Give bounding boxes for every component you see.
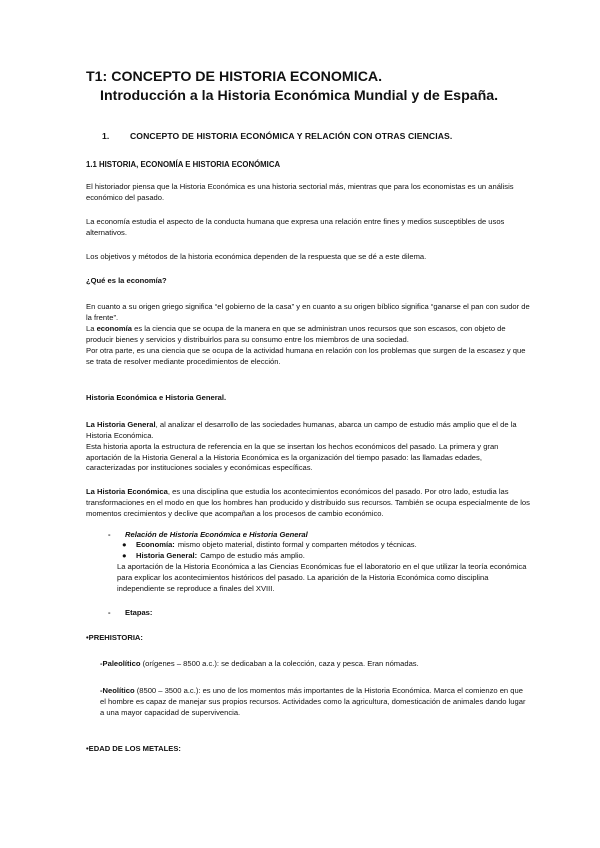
paragraph-objetivos: Los objetivos y métodos de la historia económica dependen de la respuesta que se dé a este dilema. xyxy=(86,251,427,261)
list-item-relacion xyxy=(108,530,530,539)
bullet-economia xyxy=(122,540,530,551)
term-economia: economía xyxy=(96,324,133,334)
bullet-economia-text: mismo objeto material, distinto formal y comparten métodos y técnicas. xyxy=(177,540,417,550)
section-1-heading xyxy=(102,131,530,141)
paragraph-historia-general xyxy=(86,420,530,442)
section-1-number: 1. xyxy=(102,131,110,141)
paragraph-economia-estudia: La economía estudia el aspecto de la conducta humana que expresa una relación entre fines y medios susceptibles de usos alternativos. xyxy=(86,216,505,237)
bullet-historia-general-text: Campo de estudio más amplio. xyxy=(200,550,305,560)
bullet-historia-general xyxy=(122,551,530,562)
relacion-bullets xyxy=(122,540,530,562)
paragraph-por-otra-parte: Por otra parte, es una ciencia que se ocupa de la actividad humana en relación con los problemas que surgen de la escasez y que se trata de resolver mediante procedimientos de elección. xyxy=(86,346,526,366)
heading-historia-economica-general: Historia Económica e Historia General. xyxy=(86,392,227,402)
paragraph-historia-economica xyxy=(86,487,530,520)
subsection-1-1-heading: 1.1 HISTORIA, ECONOMÍA E HISTORIA ECONÓMICA xyxy=(86,160,281,169)
text-neolitico: (8500 – 3500 a.c.): es uno de los momentos más importantes de la Historia Económica. Marca el comienzo en que el hombre es capaz de manejar sus propios recursos. Actividades como la agricultura, domesticación de animales dando lugar a una mayor capacidad de supervivencia. xyxy=(100,686,526,718)
etapas-label: Etapas: xyxy=(125,607,153,617)
relacion-label: Relación de Historia Económica e Historia General xyxy=(125,530,308,540)
term-historia-general: La Historia General xyxy=(86,419,156,429)
term-historia-economica: La Historia Económica xyxy=(86,487,168,497)
section-1-title: CONCEPTO DE HISTORIA ECONÓMICA Y RELACIÓN CON OTRAS CIENCIAS. xyxy=(130,131,453,141)
term-paleolitico: -Paleolítico xyxy=(100,659,141,669)
term-neolitico: -Neolítico xyxy=(100,686,135,696)
paragraph-paleolitico xyxy=(100,659,530,670)
paragraph-origen-griego: En cuanto a su origen griego significa “el gobierno de la casa” y en cuanto a su origen bíblico significa “ganarse el pan con sudor de la frente”. xyxy=(86,302,530,323)
text-economia-def: es la ciencia que se ocupa de la manera en que se administran unos recursos que son escasos, con objeto de producir bienes y servicios y distribuirlos para su consumo entre los miembros de una sociedad. xyxy=(86,324,506,345)
bullet-historia-general-key: Historia General: xyxy=(136,550,198,560)
list-item-etapas xyxy=(108,608,530,617)
document-title-line1: T1: CONCEPTO DE HISTORIA ECONOMICA. xyxy=(86,69,383,85)
text-la: La xyxy=(86,324,97,334)
document-title-line2: Introducción a la Historia Económica Mundial y de España. xyxy=(100,88,499,104)
dash-marker: - xyxy=(108,607,111,617)
paragraph-economia-definicion xyxy=(86,324,530,346)
text-historia-economica: , es una disciplina que estudia los acontecimientos económicos del pasado. Por otro lado, estudia las transformaciones en el modo en que los hombres han producido y distribuido sus recursos. También se ocupa especialmente de los momentos crecimientos y declive que acompañan a los procesos de cambio económico. xyxy=(86,487,530,519)
text-paleolitico: (orígenes – 8500 a.c.): se dedicaban a la colección, caza y pesca. Eran nómadas. xyxy=(140,659,419,669)
heading-edad-metales: •EDAD DE LOS METALES: xyxy=(86,744,181,754)
heading-prehistoria: •PREHISTORIA: xyxy=(86,632,143,642)
bullet-dot-icon: ● xyxy=(122,550,127,560)
bullet-dot-icon: ● xyxy=(122,540,127,550)
bullet-economia-key: Economía: xyxy=(136,540,175,550)
question-que-es-economia: ¿Qué es la economía? xyxy=(86,275,167,285)
text-historia-general: , al analizar el desarrollo de las sociedades humanas, abarca un campo de estudio más amplio que el de la Historia Económica. xyxy=(86,419,517,440)
dash-marker: - xyxy=(108,530,111,540)
paragraph-historiador: El historiador piensa que la Historia Económica es una historia sectorial más, mientras que para los economistas es un análisis económico del pasado. xyxy=(86,182,514,202)
paragraph-aportacion: La aportación de la Historia Económica a las Ciencias Económicas fue el laboratorio en el que utilizar la teoría económica para explicar los acontecimientos históricos del pasado. La aparición de la Historia Económica como disciplina independiente se reproduce a finales del XVIII. xyxy=(117,561,527,593)
paragraph-neolitico xyxy=(100,686,530,719)
paragraph-estructura-referencia: Esta historia aporta la estructura de referencia en la que se insertan los hechos económicos del pasado. La primera y gran aportación de la Historia General a la Historia Económica es la organización del tiempo pasado: las llamadas edades, caracterizadas por instituciones sociales y económicas específicas. xyxy=(86,441,499,473)
